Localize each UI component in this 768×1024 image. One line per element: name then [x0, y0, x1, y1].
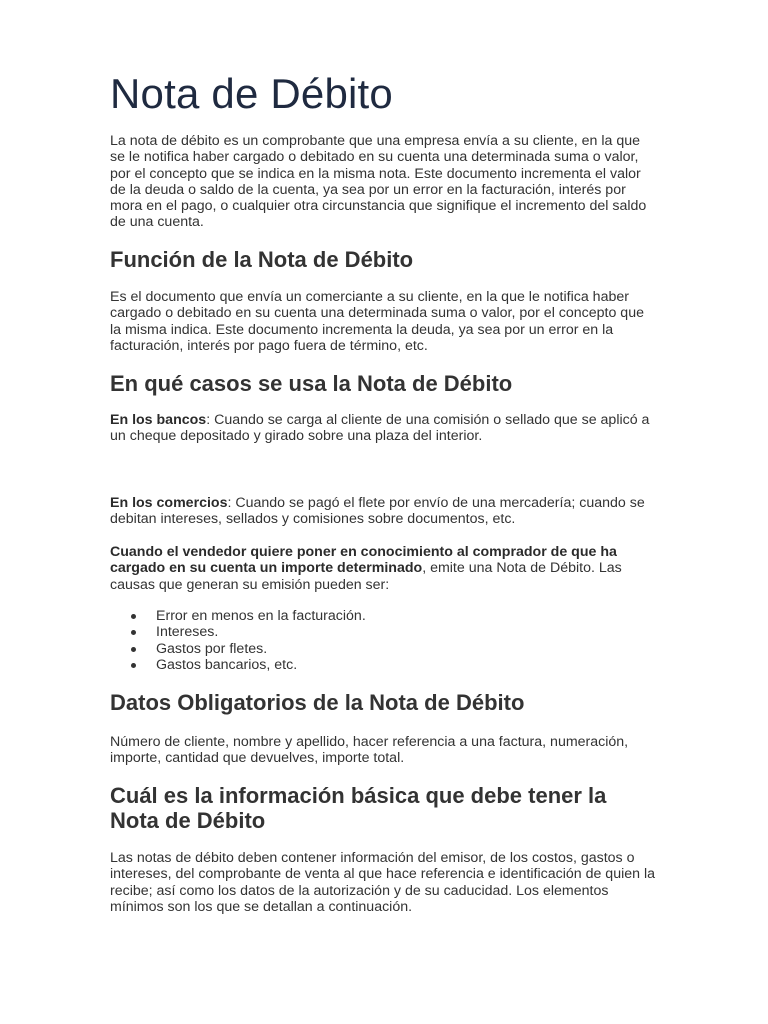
causes-list	[110, 608, 366, 673]
case-bancos-text: : Cuando se carga al cliente de una comisión o sellado que se aplicó a un cheque depositado y girado sobre una plaza del interior.	[110, 412, 650, 445]
list-item	[110, 608, 366, 624]
case-comercios-text: : Cuando se pagó el flete por envío de una mercadería; cuando se debitan intereses, sellados y comisiones sobre documentos, etc.	[110, 495, 645, 528]
bullet-icon	[131, 630, 136, 635]
section-heading-funcion: Función de la Nota de Débito	[110, 247, 414, 272]
list-item-text: Gastos bancarios, etc.	[156, 656, 298, 673]
section-heading-casos: En qué casos se usa la Nota de Débito	[110, 371, 513, 396]
case-bancos-label: En los bancos	[110, 412, 207, 428]
case-comercios-label: En los comercios	[110, 495, 228, 511]
list-item	[110, 641, 366, 657]
section-heading-informacion: Cuál es la información básica que debe tener la Nota de Débito	[110, 783, 607, 833]
page-title: Nota de Débito	[110, 70, 393, 117]
list-item-text: Gastos por fletes.	[156, 640, 268, 657]
bullet-icon	[131, 647, 136, 652]
list-item	[110, 657, 366, 673]
case-bancos	[110, 412, 658, 445]
bullet-icon	[131, 614, 136, 619]
bullet-icon	[131, 663, 136, 668]
section-heading-datos: Datos Obligatorios de la Nota de Débito	[110, 690, 525, 715]
funcion-paragraph: Es el documento que envía un comerciante a su cliente, en la que le notifica haber cargado o debitado en su cuenta una determinada suma o valor, por el concepto que la misma indica. Este documento incrementa la deuda, ya sea por un error en la facturación, interés por pago fuera de término, etc.	[110, 289, 644, 354]
intro-paragraph: La nota de débito es un comprobante que una empresa envía a su cliente, en la que se le notifica haber cargado o debitado en su cuenta una determinada suma o valor, por el concepto que se indica en la misma nota. Este documento incrementa el valor de la deuda o saldo de la cuenta, ya sea por un error en la facturación, interés por mora en el pago, o cualquier otra circunstancia que signifique el incremento del saldo de una cuenta.	[110, 133, 647, 231]
informacion-paragraph: Las notas de débito deben contener información del emisor, de los costos, gastos o intereses, del comprobante de venta al que hace referencia e identificación de quien la recibe; así como los datos de la autorización y de su caducidad. Los elementos mínimos son los que se detallan a continuación.	[110, 850, 655, 915]
case-comercios	[110, 495, 658, 528]
emphasis-paragraph	[110, 544, 658, 593]
list-item-text: Error en menos en la facturación.	[156, 608, 366, 624]
list-item	[110, 624, 366, 640]
emphasis-tail: , emite una Nota de Débito. Las causas que generan su emisión pueden ser:	[110, 560, 622, 593]
list-item-text: Intereses.	[156, 624, 219, 641]
emphasis-text: Cuando el vendedor quiere poner en conocimiento al comprador de que ha cargado en su cuenta un importe determinado	[110, 544, 617, 577]
datos-paragraph: Número de cliente, nombre y apellido, hacer referencia a una factura, numeración, importe, cantidad que devuelves, importe total.	[110, 734, 629, 767]
